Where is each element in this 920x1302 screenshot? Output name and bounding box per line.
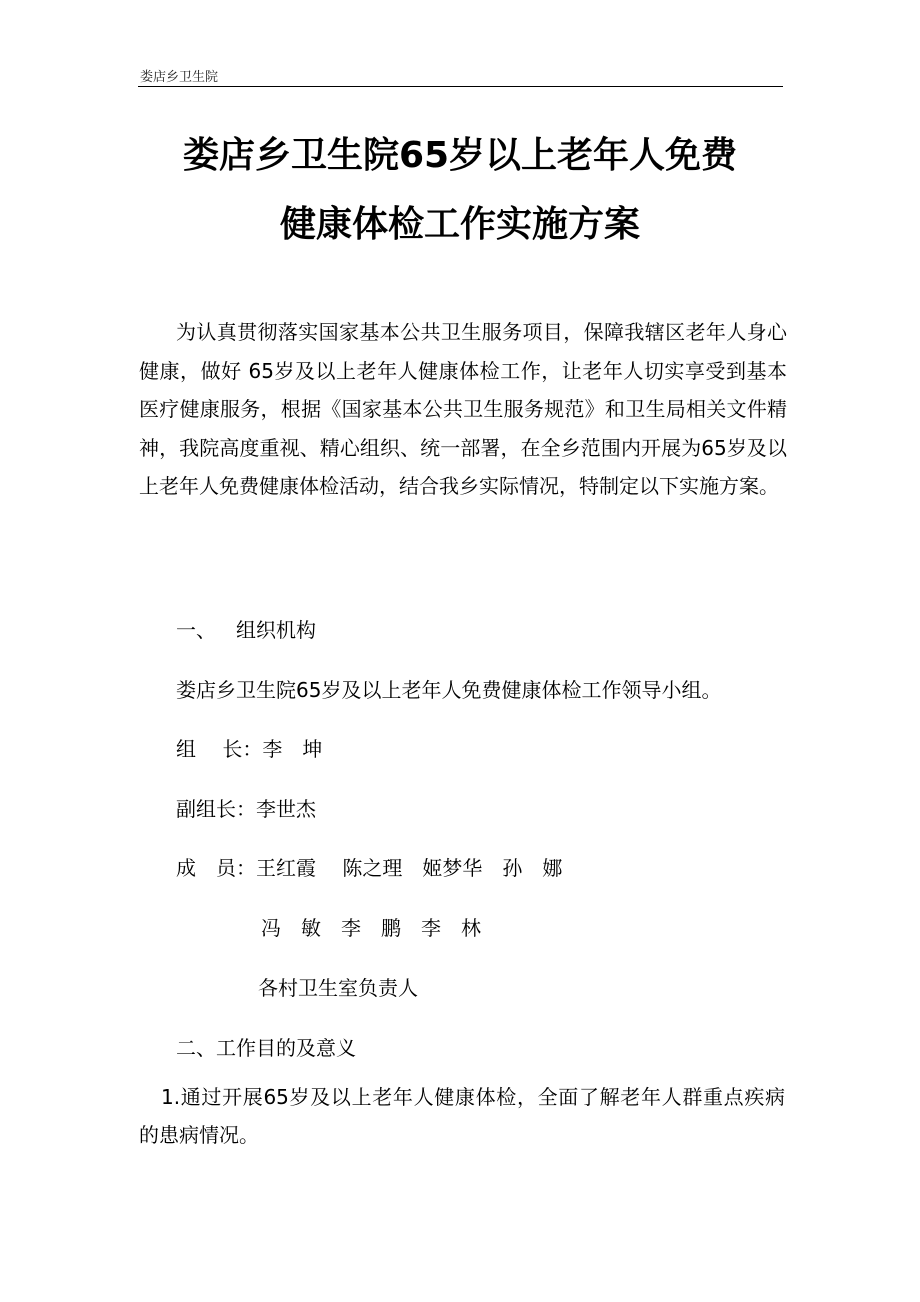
document-title-line-2: 健康体检工作实施方案 [279, 204, 640, 245]
running-header: 娄店乡卫生院 [140, 70, 219, 85]
section-1-heading [176, 617, 316, 643]
members-line-2: 冯 敏 李 鹏 李 林 [261, 916, 481, 940]
members-line-1: 成 员：王红霞 陈之理 姬梦华 孙 娜 [176, 856, 563, 880]
document-title-line-1: 娄店乡卫生院65岁以上老年人免费 [182, 135, 738, 176]
section-1-number: 一、 [176, 618, 216, 642]
section-1-title: 组织机构 [236, 618, 316, 642]
members-line-3: 各村卫生室负责人 [258, 976, 418, 1000]
section-2-heading: 二、工作目的及意义 [176, 1036, 356, 1060]
header-divider [138, 86, 783, 87]
leading-group-name: 娄店乡卫生院65岁及以上老年人免费健康体检工作领导小组。 [176, 678, 722, 702]
group-leader: 组 长：李 坤 [176, 737, 323, 761]
deputy-leader: 副组长：李世杰 [176, 797, 316, 821]
intro-paragraph: 为认真贯彻落实国家基本公共卫生服务项目，保障我辖区老年人身心健康，做好 65岁及以上老年人健康体检工作，让老年人切实享受到基本医疗健康服务，根据《国家基本公共卫生服务规范》和卫生局相关文件精神，我院高度重视、精心组织、统一部署，在全乡范围内开展为65岁及以上老年人免费健康体检活动，结合我乡实际情况，特制定以下实施方案。 [139, 320, 787, 498]
section-2-item-1: 1.通过开展65岁及以上老年人健康体检，全面了解老年人群重点疾病的患病情况。 [139, 1085, 785, 1147]
